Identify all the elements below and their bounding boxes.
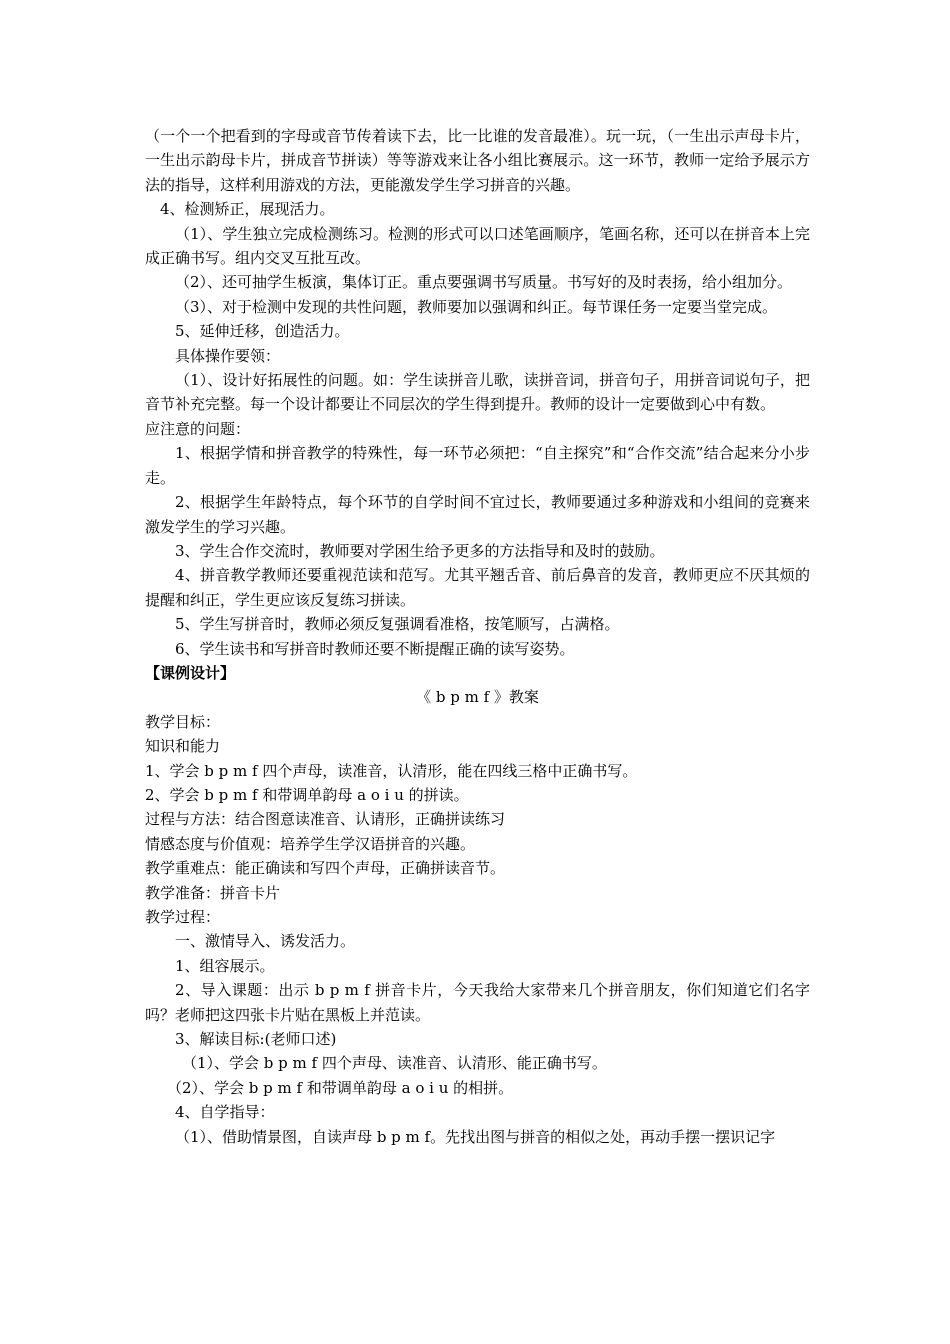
paragraph-intro-games: （一个一个把看到的字母或音节传着读下去，比一比谁的发音最准）。玩一玩，（一生出示声母卡片，一生出示韵母卡片，拼成音节拼读）等等游戏来让各小组比赛展示。这一环节，教师一定给予展示方法的指导，这样利用游戏的方法，更能激发学生学习拼音的兴趣。 bbox=[145, 127, 810, 194]
paragraph-extend-1: （1）、设计好拓展性的问题。如：学生读拼音儿歌，读拼音词，拼音句子，用拼音词说句子，把音节补充完整。每一个设计都要让不同层次的学生得到提升。教师的设计一定要做到心中有数。 bbox=[145, 371, 810, 414]
paragraph-check-1: （1）、学生独立完成检测练习。检测的形式可以口述笔画顺序，笔画名称，还可以在拼音本上完成正确书写。组内交叉互批互改。 bbox=[145, 224, 810, 268]
label-knowledge-ability: 知识和能力 bbox=[145, 737, 221, 756]
process-step-1: 一、激情导入、诱发活力。 bbox=[175, 932, 356, 951]
process-subitem-guide-1: （1）、借助情景图，自读声母 b p m f。先找出图与拼音的相似之处，再动手摆一摆识记字 bbox=[175, 1127, 776, 1146]
note-item-4: 4、拼音教学教师还要重视范读和范写。尤其平翘舌音、前后鼻音的发音，教师更应不厌其烦的提醒和纠正，学生更应该反复练习拼读。 bbox=[145, 566, 810, 609]
note-item-3: 3、学生合作交流时，教师要对学困生给予更多的方法指导和及时的鼓励。 bbox=[175, 541, 665, 560]
label-teaching-goals: 教学目标： bbox=[145, 712, 221, 731]
process-item-4: 4、自学指导： bbox=[175, 1103, 275, 1122]
goal-item-1: 1、学会 b p m f 四个声母，读准音，认清形，能在四线三格中正确书写。 bbox=[145, 761, 638, 780]
process-subitem-2: （2）、学会 b p m f 和带调单韵母 a o i u 的相拼。 bbox=[167, 1078, 514, 1097]
note-item-1: 1、根据学情和拼音教学的特殊性，每一环节必须把：“自主探究”和“合作交流”结合起来分小步走。 bbox=[145, 444, 810, 487]
note-item-2: 2、根据学生年龄特点，每个环节的自学时间不宜过长，教师要通过多种游戏和小组间的竞赛来激发学生的学习兴趣。 bbox=[145, 493, 810, 536]
heading-notes: 应注意的问题： bbox=[145, 419, 251, 438]
note-item-5: 5、学生写拼音时，教师必须反复强调看准格，按笔顺写，占满格。 bbox=[175, 615, 620, 634]
process-subitem-1: （1）、学会 b p m f 四个声母、读准音、认清形、能正确书写。 bbox=[182, 1054, 607, 1073]
subheading-operation: 具体操作要领： bbox=[175, 346, 281, 365]
process-item-3: 3、解读目标:(老师口述) bbox=[175, 1030, 337, 1049]
heading-step-4: 4、检测矫正，展现活力。 bbox=[160, 200, 335, 219]
heading-step-5: 5、延伸迁移，创造活力。 bbox=[175, 322, 350, 341]
label-preparation: 教学准备：拼音卡片 bbox=[145, 883, 281, 902]
paragraph-check-2: （2）、还可抽学生板演，集体订正。重点要强调书写质量。书写好的及时表扬，给小组加分。 bbox=[175, 273, 793, 292]
lesson-title: 《 b p m f 》教案 bbox=[416, 688, 539, 707]
process-item-2: 2、导入课题：出示 b p m f 拼音卡片，今天我给大家带来几个拼音朋友，你们知道它们名字吗？老师把这四张卡片贴在黑板上并范读。 bbox=[145, 981, 810, 1024]
document-body bbox=[145, 124, 810, 1149]
section-heading-lesson-design: 【课例设计】 bbox=[145, 663, 236, 682]
paragraph-check-3: （3）、对于检测中发现的共性问题，教师要加以强调和纠正。每节课任务一定要当堂完成。 bbox=[175, 297, 778, 316]
goal-item-2: 2、学会 b p m f 和带调单韵母 a o i u 的拼读。 bbox=[145, 785, 469, 804]
goal-process-method: 过程与方法：结合图意读准音、认请形，正确拼读练习 bbox=[145, 810, 506, 829]
process-item-1: 1、组容展示。 bbox=[175, 956, 275, 975]
goal-attitude-values: 情感态度与价值观：培养学生学汉语拼音的兴趣。 bbox=[145, 834, 476, 853]
note-item-6: 6、学生读书和写拼音时教师还要不断提醒正确的读写姿势。 bbox=[175, 639, 575, 658]
label-key-difficulties: 教学重难点：能正确读和写四个声母，正确拼读音节。 bbox=[145, 859, 506, 878]
label-teaching-process: 教学过程： bbox=[145, 908, 221, 926]
